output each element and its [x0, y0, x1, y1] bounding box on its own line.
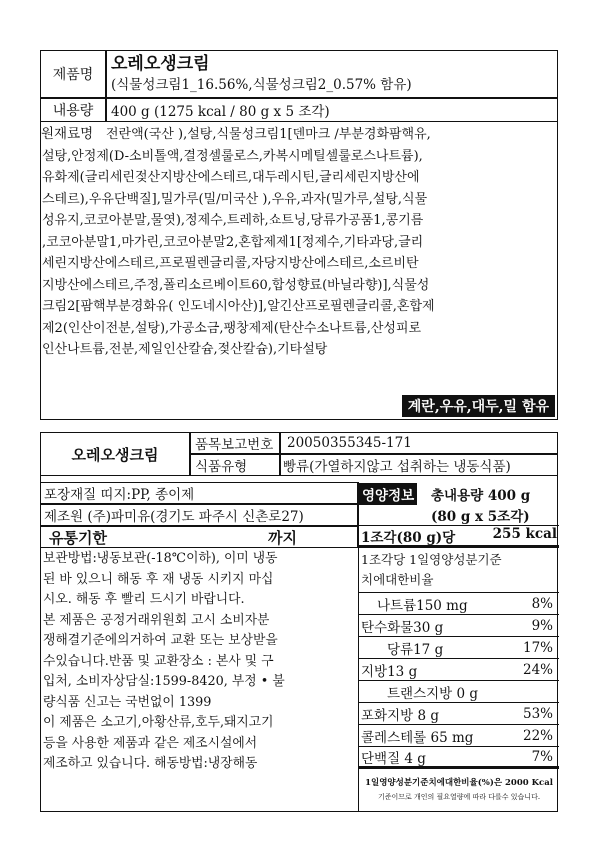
note-line: 시오. 해동 후 빨리 드시기 바랍니다.: [43, 592, 245, 607]
ratio-head-2: 치에대한비율: [361, 572, 434, 587]
ingredients-text: [42, 124, 556, 361]
note-line: 수있습니다.반품 및 교환장소 : 본사 및 구: [43, 653, 274, 669]
ingredients-line: 성유지,코코아분말,물엿),정제수,트레하,쇼트닝,당류가공품1,콩기름: [42, 213, 424, 228]
ingredients-line: 인산나트륨,전분,제일인산칼슘,젖산칼슘),기타설탕: [42, 342, 328, 357]
nut-name: 콜레스테롤: [361, 729, 427, 746]
ingredients-line: ,코코아분말1,마가린,코코아분말2,혼합제제1[정제수,기타과당,글리: [42, 234, 424, 250]
nut-name: 지방: [361, 663, 388, 680]
ratio-head-1: 1조각당 1일영양성분기준: [361, 552, 502, 567]
ingredients-line: 전란액(국산 ),설탕,식물성크림1[덴마크 /부분경화팜핵유,: [106, 127, 431, 142]
note-line: 량식품 신고는 국번없이 1399: [43, 694, 212, 710]
ingredients-label: 원재료명: [41, 126, 94, 142]
nut-row-cholesterol: [359, 725, 559, 747]
nut-pct: 7%: [531, 748, 553, 765]
note-line: 제조하고 있습니다. 해동방법:냉장해동: [43, 756, 258, 771]
nut-name: 트랜스지방: [387, 685, 453, 702]
note-line: 된 바 있으니 해동 후 재 냉동 시키지 마십: [43, 571, 274, 587]
expiry-label: 유통기한: [49, 528, 107, 547]
allergen-badge: 계란,우유,대두,밀 함유: [402, 395, 555, 417]
nut-row-sodium: [359, 593, 559, 615]
ingredients-line: 유화제(글리세린젖산지방산에스테르,대두레시틴,글리세린지방산에: [42, 170, 420, 185]
type-value: 빵류(가열하지않고 섭취하는 냉동식품): [280, 454, 558, 476]
packaging: 포장재질 띠지:PP, 종이제: [40, 482, 358, 504]
nut-amount: 8 g: [417, 707, 439, 724]
note-line: 쟁해결기준에의거하여 교환 또는 보상받을: [43, 633, 278, 648]
ratio-header: [359, 549, 559, 593]
nut-pct: 24%: [522, 661, 553, 678]
nut-name: 당류: [387, 641, 414, 658]
nut-pct: 53%: [522, 705, 553, 722]
expiry-until: 까지: [268, 528, 297, 547]
nutrition-kcal-row: [359, 526, 559, 548]
note-line: 보관방법:냉동보관(-18℃이하), 이미 냉동: [43, 551, 278, 566]
ingredients-line: 제2(인산이전분,설탕),가공소금,팽창제제(탄산수소나트륨,산성피로: [42, 320, 422, 336]
report-value: 20050355345-171: [280, 432, 558, 454]
nut-amount: 4 g: [404, 750, 426, 767]
footnote-2: 기준이므로 개인의 필요열량에 따라 다를수 있습니다.: [377, 793, 541, 801]
nutrition-title: 영양정보: [359, 483, 417, 505]
nut-amount: 17 g: [413, 641, 444, 658]
nutrition-header: [359, 482, 559, 526]
nut-amount: 30 g: [413, 619, 444, 636]
nutrition-total: 총내용량 400 g: [431, 488, 531, 504]
notes-text: [43, 549, 355, 775]
note-line: 등을 사용한 제품과 같은 제조시설에서: [43, 735, 258, 751]
nutrition-serving: (80 g x 5조각): [431, 509, 530, 525]
nut-name: 단백질: [361, 750, 401, 767]
nut-row-protein: [359, 747, 559, 769]
content-value: 400 g (1275 kcal / 80 g x 5 조각): [106, 98, 558, 122]
bottom-product-name: 오레오생크림: [40, 432, 190, 476]
ingredients-line: 크림2[팜핵부분경화유( 인도네시아산)],알긴산프로필렌글리콜,혼합제: [42, 299, 435, 314]
product-name-cell: [106, 50, 558, 98]
nut-amount: 150 mg: [416, 597, 468, 614]
nut-name: 탄수화물: [361, 619, 414, 636]
product-name-label: 제품명: [40, 50, 106, 98]
note-line: 입처, 소비자상담실:1599-8420, 부정 • 불: [43, 674, 285, 689]
nut-row-fat: [359, 659, 559, 681]
product-name: 오레오생크림: [111, 54, 210, 74]
product-sub: (식물성크림1_16.56%,식물성크림2_0.57% 함유): [111, 77, 412, 93]
ingredients-line: 설탕,안정제(D-소비톨액,결정셀룰로스,카복시메틸셀룰로스나트륨),: [42, 148, 423, 164]
type-label: 식품유형: [190, 454, 280, 476]
nut-pct: 22%: [522, 727, 553, 744]
nut-pct: 17%: [522, 639, 553, 656]
nut-name: 포화지방: [361, 707, 414, 724]
note-line: 본 제품은 공정거래위원회 고시 소비자분: [43, 612, 270, 628]
manufacturer: 제조원 (주)파미유(경기도 파주시 신촌로27): [40, 504, 358, 526]
kcal: 255 kcal: [492, 526, 557, 542]
nut-row-carbs: [359, 615, 559, 637]
nut-amount: 65 mg: [430, 729, 474, 746]
nut-row-sugar: [359, 637, 559, 659]
note-line: 이 제품은 소고기,아황산류,호두,돼지고기: [43, 715, 274, 730]
ingredients-line: 지방산에스테르,주정,폴리소르베이트60,합성향료(바닐라향)],식물성: [42, 277, 430, 293]
expiry-row: [40, 526, 358, 548]
per-piece: 1조각(80 g)당: [361, 530, 456, 546]
nut-name: 나트륨: [377, 597, 417, 614]
nut-row-trans-fat: [359, 681, 559, 703]
nut-row-sat-fat: [359, 703, 559, 725]
ingredients-line: 스테르),우유단백질],밀가루(밀/미국산 ),우유,과자(밀가루,설탕,식물: [42, 191, 428, 207]
report-label: 품목보고번호: [190, 432, 280, 454]
nut-pct: 8%: [531, 595, 553, 612]
ingredients-line: 세린지방산에스테르,프로필렌글리콜,자당지방산에스테르,소르비탄: [42, 256, 419, 271]
footnote-1: 1일영양성분기준치에대한비율(%)은 2000 Kcal: [365, 778, 553, 788]
nut-amount: 13 g: [387, 663, 418, 680]
nutrition-panel: [358, 482, 558, 812]
nut-pct: 9%: [531, 617, 553, 634]
nut-amount: 0 g: [456, 685, 479, 702]
nutrition-footnote: [359, 774, 559, 806]
content-label: 내용량: [40, 98, 106, 122]
